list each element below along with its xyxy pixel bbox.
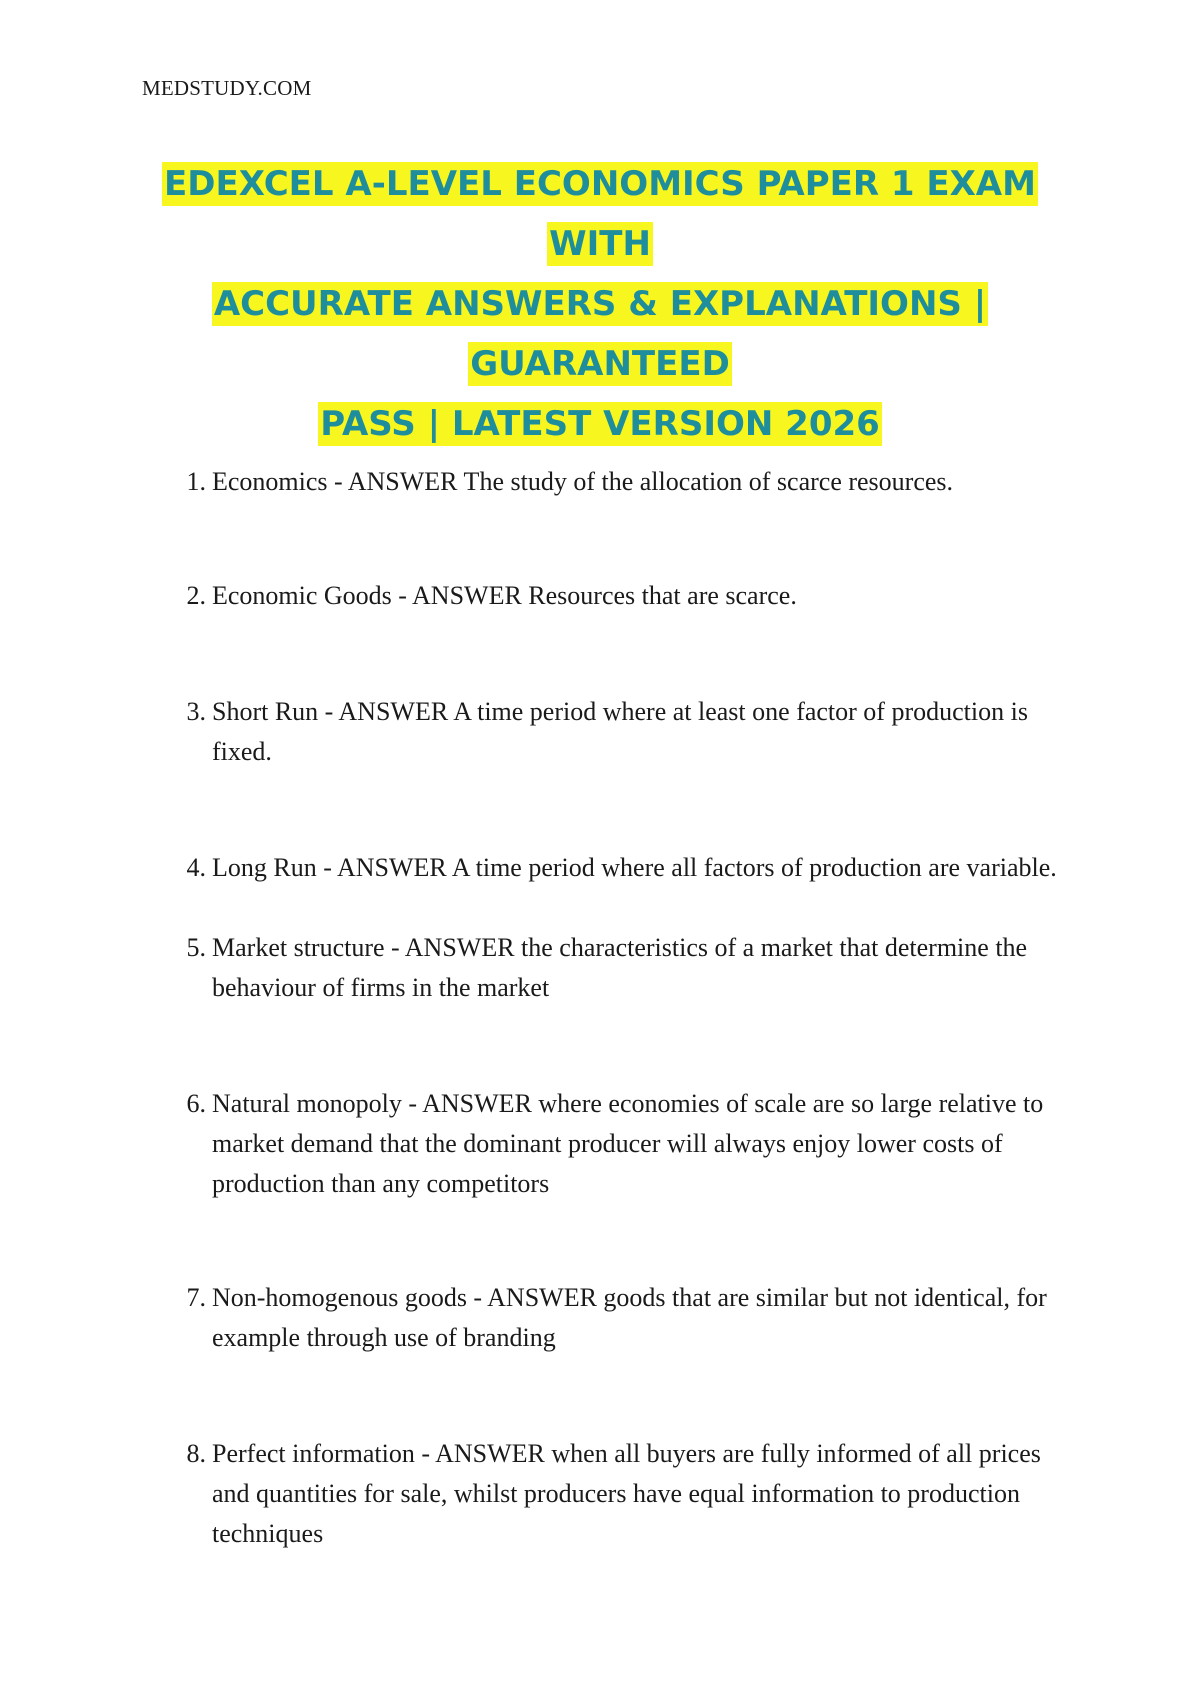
title-line-2: ACCURATE ANSWERS & EXPLANATIONS | GUARANTEED — [213, 284, 987, 384]
item-text: Perfect information - ANSWER when all buyers are fully informed of all prices and quantities for sale, whilst producers have equal information to production techniques — [212, 1439, 1041, 1548]
item-text: Market structure - ANSWER the characteristics of a market that determine the behaviour of firms in the market — [212, 933, 1028, 1002]
item-number: 5. — [186, 933, 206, 962]
item-text: Natural monopoly - ANSWER where economies of scale are so large relative to market demand that the dominant producer will always enjoy lower costs of production than any competitors — [212, 1089, 1044, 1198]
list-item — [176, 1084, 1076, 1204]
list-item — [176, 928, 1076, 1008]
item-number: 1. — [186, 467, 206, 496]
title-line-3: PASS | LATEST VERSION 2026 — [320, 404, 880, 444]
item-number: 6. — [186, 1089, 206, 1118]
list-item — [176, 462, 1076, 502]
site-header: MEDSTUDY.COM — [142, 76, 312, 100]
item-text: Economic Goods - ANSWER Resources that are scarce. — [212, 581, 797, 610]
list-item — [176, 1434, 1076, 1554]
item-number: 2. — [186, 581, 206, 610]
item-number: 7. — [186, 1283, 206, 1312]
list-item — [176, 1278, 1076, 1358]
item-text: Short Run - ANSWER A time period where at least one factor of production is fixed. — [212, 697, 1028, 766]
list-item — [176, 848, 1076, 888]
item-text: Non-homogenous goods - ANSWER goods that are similar but not identical, for example through use of branding — [212, 1283, 1047, 1352]
title-line-1: EDEXCEL A-LEVEL ECONOMICS PAPER 1 EXAM WITH — [164, 164, 1036, 264]
item-text: Economics - ANSWER The study of the allocation of scarce resources. — [212, 467, 954, 496]
item-number: 3. — [186, 697, 206, 726]
list-item — [176, 692, 1076, 772]
item-number: 4. — [186, 853, 206, 882]
item-text: Long Run - ANSWER A time period where all factors of production are variable. — [212, 853, 1057, 882]
item-number: 8. — [186, 1439, 206, 1468]
list-item — [176, 576, 1076, 616]
